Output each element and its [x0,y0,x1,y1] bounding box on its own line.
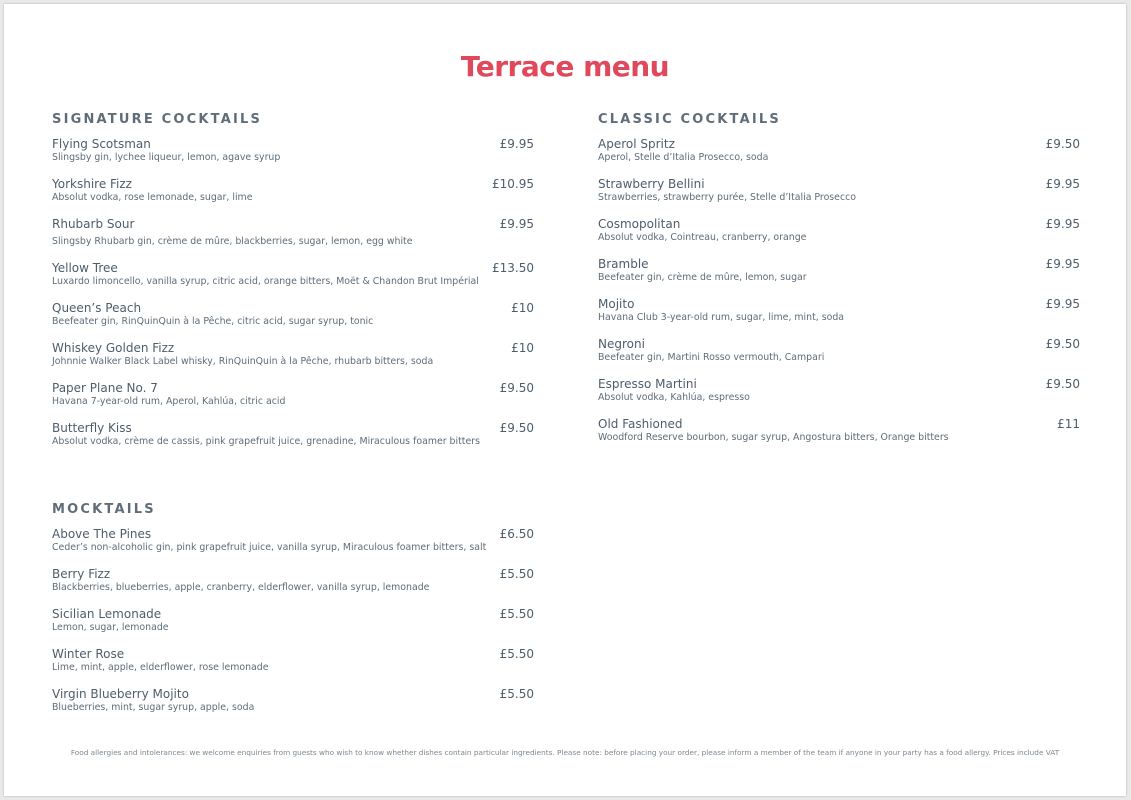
item-description: Blackberries, blueberries, apple, cranberry, elderflower, vanilla syrup, lemonade [52,582,430,593]
menu-item [52,421,534,461]
item-name: Winter Rose [52,647,125,661]
menu-page [4,4,1126,796]
item-description: Absolut vodka, Kahlúa, espresso [598,392,750,403]
signature-cocktails-list [52,137,534,461]
item-description: Ceder’s non-alcoholic gin, pink grapefruit juice, vanilla syrup, Miraculous foamer bitters, salt [52,542,487,553]
item-price: £5.50 [499,647,534,661]
item-price: £9.95 [1045,257,1080,271]
item-name: Yorkshire Fizz [52,177,132,191]
item-price: £5.50 [499,687,534,701]
item-price: £9.50 [1045,377,1080,391]
menu-item [52,261,534,301]
menu-item [52,527,534,567]
item-price: £13.50 [492,261,534,275]
item-name: Sicilian Lemonade [52,607,162,621]
item-description: Beefeater gin, RinQuinQuin à la Pêche, citric acid, sugar syrup, tonic [52,316,374,327]
menu-item [52,567,534,607]
item-description: Johnnie Walker Black Label whisky, RinQuinQuin à la Pêche, rhubarb bitters, soda [52,356,434,367]
mocktails-list [52,527,534,727]
section-heading: SIGNATURE COCKTAILS [52,112,263,127]
classic-cocktails-section [598,112,1080,457]
item-name: Aperol Spritz [598,137,675,151]
item-name: Berry Fizz [52,567,111,581]
menu-item [52,301,534,341]
item-name: Bramble [598,257,649,271]
item-description: Woodford Reserve bourbon, sugar syrup, Angostura bitters, Orange bitters [598,432,949,443]
menu-item [598,137,1080,177]
item-name: Strawberry Bellini [598,177,705,191]
item-description: Beefeater gin, crème de mûre, lemon, sugar [598,272,807,283]
item-price: £9.50 [1045,137,1080,151]
item-description: Absolut vodka, crème de cassis, pink grapefruit juice, grenadine, Miraculous foamer bitters [52,436,480,447]
menu-item [52,217,534,261]
menu-item [598,417,1080,457]
item-price: £9.95 [499,137,534,151]
page-title: Terrace menu [460,50,670,83]
item-name: Queen’s Peach [52,301,142,315]
item-name: Butterfly Kiss [52,421,132,435]
menu-item [598,217,1080,257]
menu-item [598,177,1080,217]
item-description: Beefeater gin, Martini Rosso vermouth, Campari [598,352,825,363]
item-price: £9.95 [499,217,534,231]
item-name: Cosmopolitan [598,217,681,231]
menu-item [52,647,534,687]
item-name: Paper Plane No. 7 [52,381,158,395]
menu-item [52,381,534,421]
item-description: Aperol, Stelle d’Italia Prosecco, soda [598,152,769,163]
item-price: £9.50 [499,421,534,435]
item-name: Virgin Blueberry Mojito [52,687,189,701]
item-price: £6.50 [499,527,534,541]
item-price: £9.95 [1045,297,1080,311]
item-description: Slingsby gin, lychee liqueur, lemon, agave syrup [52,152,281,163]
item-description: Slingsby Rhubarb gin, crème de mûre, blackberries, sugar, lemon, egg white [52,236,413,247]
mocktails-section [52,502,534,727]
menu-item [52,137,534,177]
item-description: Lemon, sugar, lemonade [52,622,169,633]
item-price: £5.50 [499,607,534,621]
section-heading: CLASSIC COCKTAILS [598,112,781,127]
item-description: Havana Club 3-year-old rum, sugar, lime, mint, soda [598,312,845,323]
item-price: £11 [1057,417,1080,431]
signature-cocktails-section [52,112,534,461]
item-name: Espresso Martini [598,377,697,391]
menu-item [598,297,1080,337]
item-name: Old Fashioned [598,417,683,431]
item-price: £9.95 [1045,217,1080,231]
item-price: £9.50 [1045,337,1080,351]
menu-item [598,257,1080,297]
item-price: £10 [511,341,534,355]
item-description: Havana 7-year-old rum, Aperol, Kahlúa, citric acid [52,396,286,407]
item-price: £10.95 [492,177,534,191]
classic-cocktails-list [598,137,1080,457]
item-price: £10 [511,301,534,315]
menu-item [52,687,534,727]
menu-item [52,341,534,381]
item-price: £9.50 [499,381,534,395]
item-name: Whiskey Golden Fizz [52,341,175,355]
menu-item [52,607,534,647]
item-name: Mojito [598,297,635,311]
item-price: £5.50 [499,567,534,581]
item-description: Luxardo limoncello, vanilla syrup, citric acid, orange bitters, Moët & Chandon Brut Impérial [52,276,479,287]
menu-item [598,377,1080,417]
item-description: Absolut vodka, rose lemonade, sugar, lime [52,192,253,203]
item-name: Rhubarb Sour [52,217,135,231]
item-name: Flying Scotsman [52,137,151,151]
section-heading: MOCKTAILS [52,502,156,517]
item-name: Above The Pines [52,527,152,541]
menu-item [52,177,534,217]
item-name: Negroni [598,337,645,351]
item-price: £9.95 [1045,177,1080,191]
allergy-notice: Food allergies and intolerances: we welcome enquiries from guests who wish to know whether dishes contain particular ingredients. Please note: before placing your order, please inform a member of the team if anyone in your party has a food allergy. Prices include VAT [70,748,1060,757]
menu-item [598,337,1080,377]
item-description: Blueberries, mint, sugar syrup, apple, soda [52,702,255,713]
item-description: Strawberries, strawberry purée, Stelle d’Italia Prosecco [598,192,856,203]
item-description: Lime, mint, apple, elderflower, rose lemonade [52,662,269,673]
item-name: Yellow Tree [52,261,118,275]
item-description: Absolut vodka, Cointreau, cranberry, orange [598,232,807,243]
